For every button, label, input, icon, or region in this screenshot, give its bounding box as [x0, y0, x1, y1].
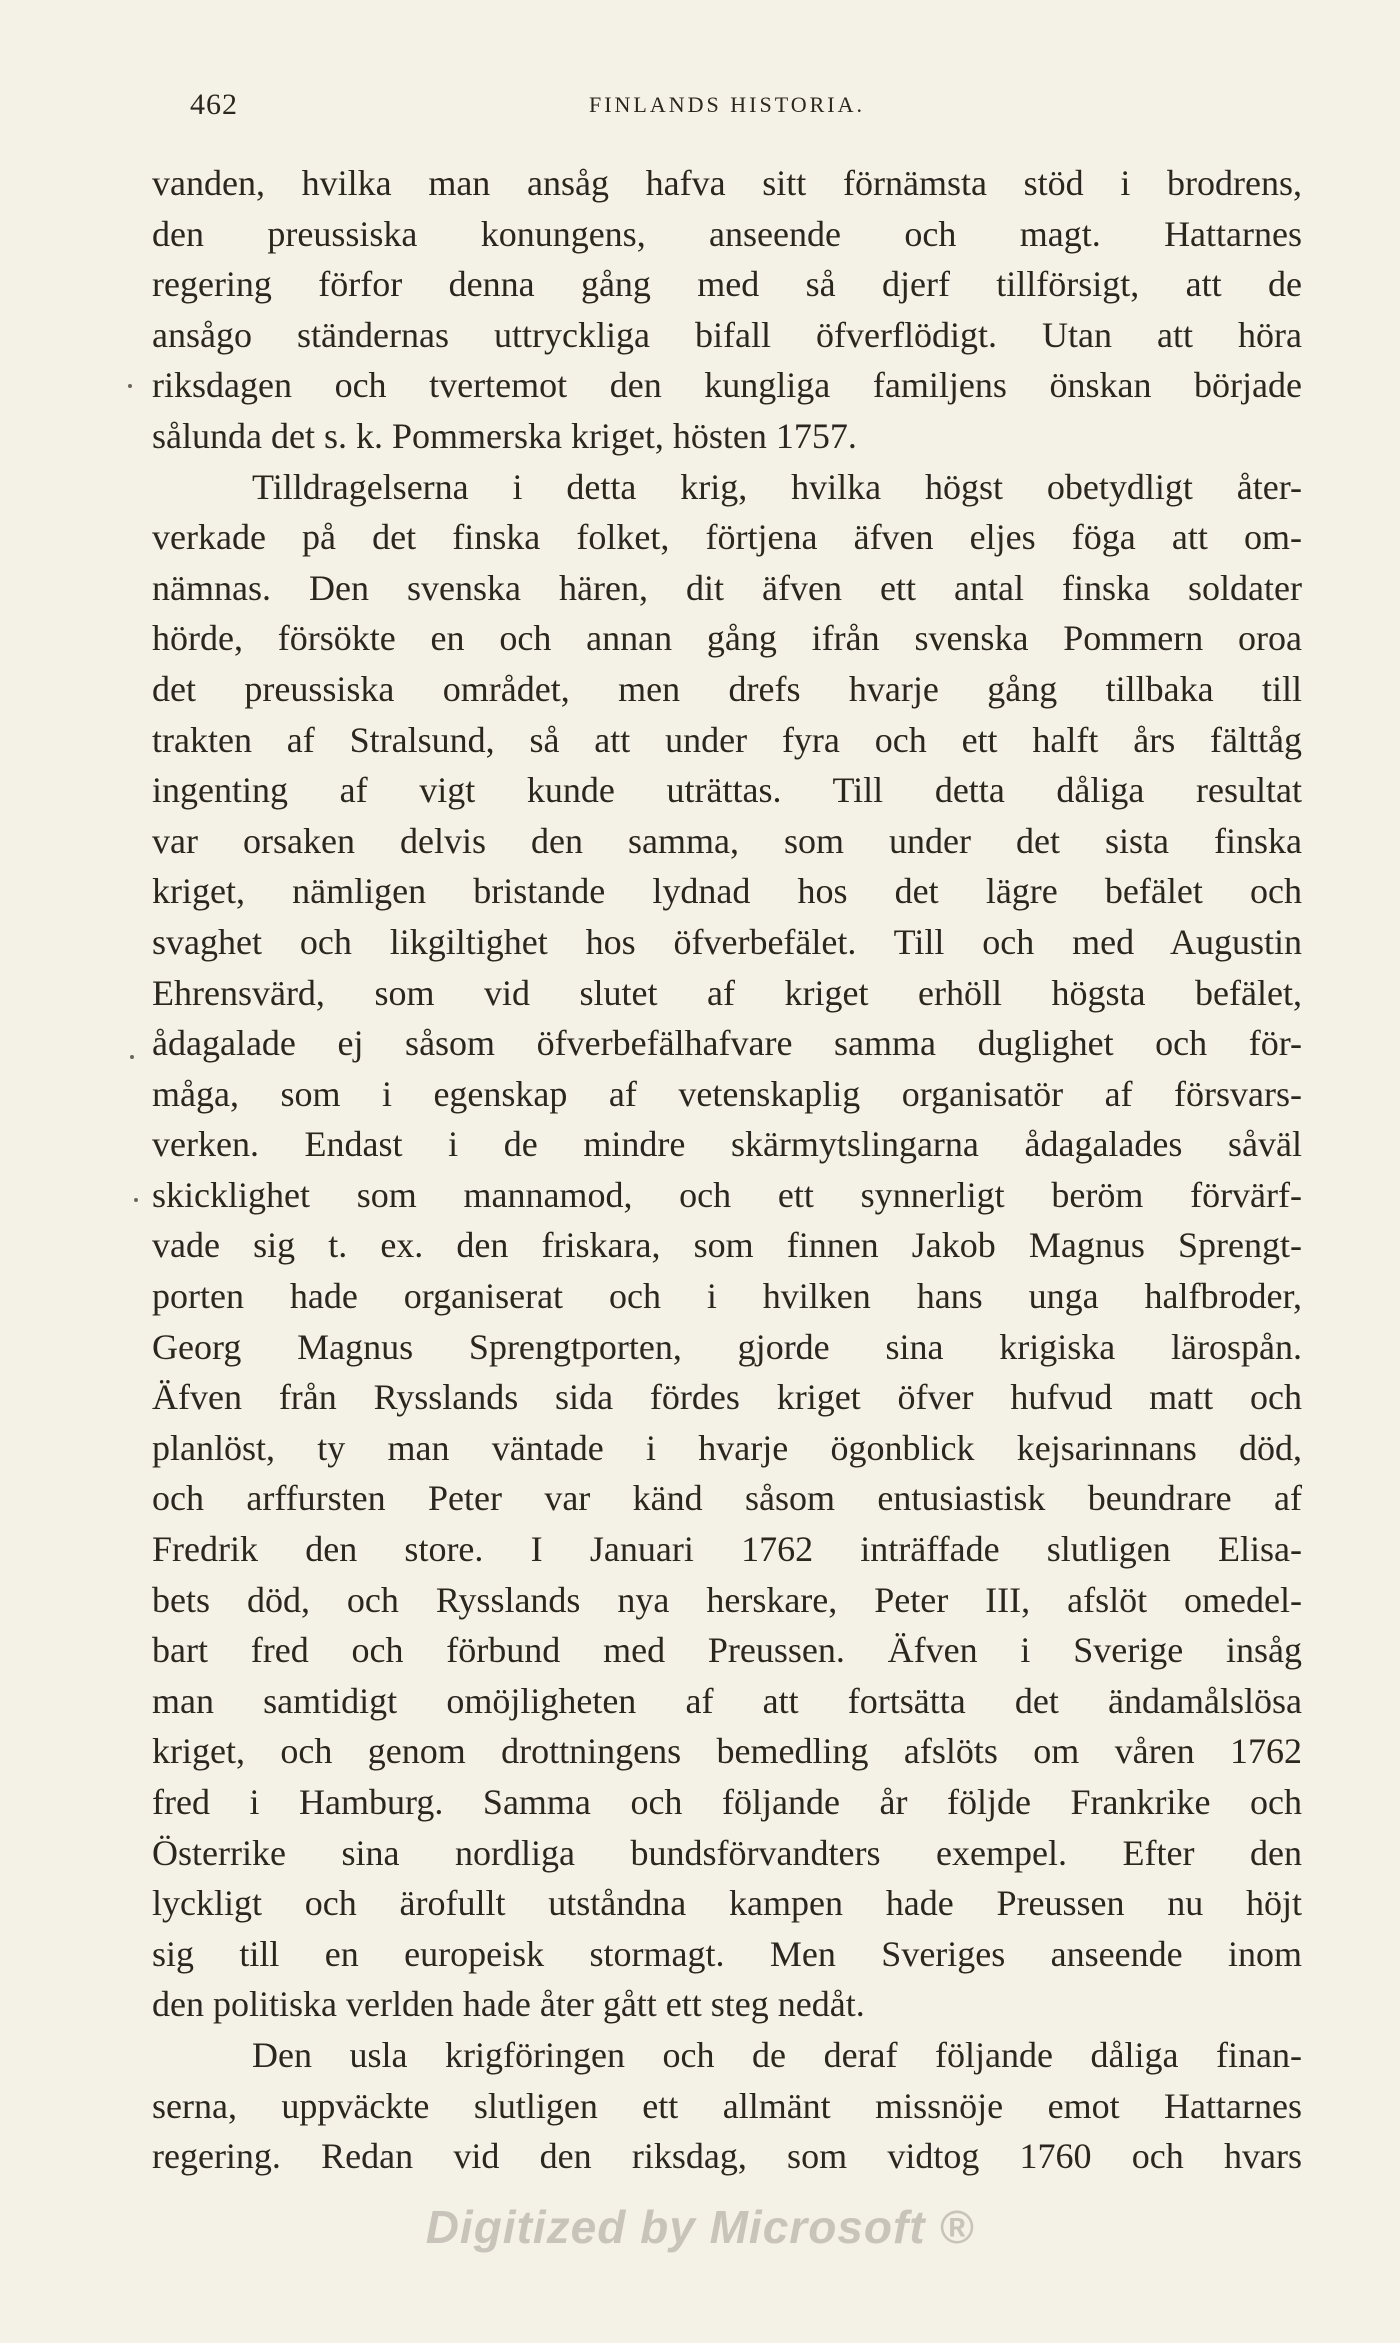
text-line: kriget, nämligen bristande lydnad hos det lägre befälet och — [152, 871, 1302, 912]
margin-speck — [128, 384, 132, 388]
text-line: Tilldragelserna i detta krig, hvilka högst obetydligt åter- — [252, 466, 1302, 507]
text-line: måga, som i egenskap af vetenskaplig organisatör af försvars- — [152, 1073, 1302, 1114]
text-line: bart fred och förbund med Preussen. Äfven i Sverige insåg — [152, 1630, 1302, 1671]
text-line: bets död, och Rysslands nya herskare, Peter III, afslöt omedel- — [152, 1579, 1302, 1620]
text-line: lyckligt och ärofullt utståndna kampen hade Preussen nu höjt — [152, 1883, 1302, 1924]
text-line: planlöst, ty man väntade i hvarje ögonblick kejsarinnans död, — [152, 1427, 1302, 1468]
text-line: vanden, hvilka man ansåg hafva sitt förnämsta stöd i brodrens, — [152, 163, 1302, 203]
text-line: verken. Endast i de mindre skärmytslingarna ådagalades såväl — [152, 1124, 1302, 1165]
page-header — [152, 88, 1302, 134]
text-line: den preussiska konungens, anseende och magt. Hattarnes — [152, 213, 1302, 254]
text-line: ingenting af vigt kunde uträttas. Till detta dåliga resultat — [152, 770, 1302, 811]
margin-speck — [134, 1198, 138, 1202]
text-line: sig till en europeisk stormagt. Men Sveriges anseende inom — [152, 1933, 1302, 1974]
text-line: den politiska verlden hade åter gått ett steg nedåt. — [152, 1984, 865, 2025]
text-line: man samtidigt omöjligheten af att fortsätta det ändamålslösa — [152, 1680, 1302, 1721]
page-number: 462 — [190, 88, 238, 121]
margin-speck — [130, 1055, 134, 1059]
text-line: regering förfor denna gång med så djerf tillförsigt, att de — [152, 264, 1302, 305]
text-line: nämnas. Den svenska hären, dit äfven ett antal finska soldater — [152, 567, 1302, 608]
text-line: svaghet och likgiltighet hos öfverbefälet. Till och med Augustin — [152, 921, 1302, 962]
text-line: Österrike sina nordliga bundsförvandters exempel. Efter den — [152, 1832, 1302, 1873]
text-line: var orsaken delvis den samma, som under det sista finska — [152, 820, 1302, 861]
text-line: hörde, försökte en och annan gång ifrån svenska Pommern oroa — [152, 618, 1302, 659]
text-line: Äfven från Rysslands sida fördes kriget öfver hufvud matt och — [152, 1377, 1302, 1418]
text-line: Den usla krigföringen och de deraf följande dåliga finan- — [252, 2034, 1302, 2075]
text-line: det preussiska området, men drefs hvarje gång tillbaka till — [152, 668, 1302, 709]
text-line: kriget, och genom drottningens bemedling afslöts om våren 1762 — [152, 1731, 1302, 1772]
text-line: ådagalade ej såsom öfverbefälhafvare samma duglighet och för- — [152, 1023, 1302, 1064]
text-line: regering. Redan vid den riksdag, som vidtog 1760 och hvars — [152, 2136, 1302, 2177]
body-text — [152, 158, 1302, 2182]
text-line: Ehrensvärd, som vid slutet af kriget erhöll högsta befälet, — [152, 972, 1302, 1013]
text-line: porten hade organiserat och i hvilken hans unga halfbroder, — [152, 1276, 1302, 1317]
text-line: och arffursten Peter var känd såsom entusiastisk beundrare af — [152, 1478, 1302, 1519]
text-line: fred i Hamburg. Samma och följande år följde Frankrike och — [152, 1782, 1302, 1822]
digitization-watermark: Digitized by Microsoft ® — [425, 2201, 975, 2253]
text-line: riksdagen och tvertemot den kungliga familjens önskan började — [152, 365, 1302, 406]
text-line: Fredrik den store. I Januari 1762 inträffade slutligen Elisa- — [152, 1529, 1302, 1570]
text-line: vade sig t. ex. den friskara, som finnen Jakob Magnus Sprengt- — [152, 1225, 1302, 1266]
text-line: Georg Magnus Sprengtporten, gjorde sina krigiska lärospån. — [152, 1326, 1302, 1367]
text-line: serna, uppväckte slutligen ett allmänt missnöje emot Hattarnes — [152, 2085, 1302, 2126]
running-head: FINLANDS HISTORIA. — [588, 92, 866, 117]
text-line: sålunda det s. k. Pommerska kriget, hösten 1757. — [152, 415, 857, 456]
text-line: skicklighet som mannamod, och ett synnerligt beröm förvärf- — [152, 1174, 1302, 1215]
text-line: trakten af Stralsund, så att under fyra och ett halft års fälttåg — [152, 719, 1302, 760]
text-line: ansågo ständernas uttryckliga bifall öfverflödigt. Utan att höra — [152, 314, 1302, 355]
text-line: verkade på det finska folket, förtjena äfven eljes föga att om- — [152, 517, 1302, 558]
